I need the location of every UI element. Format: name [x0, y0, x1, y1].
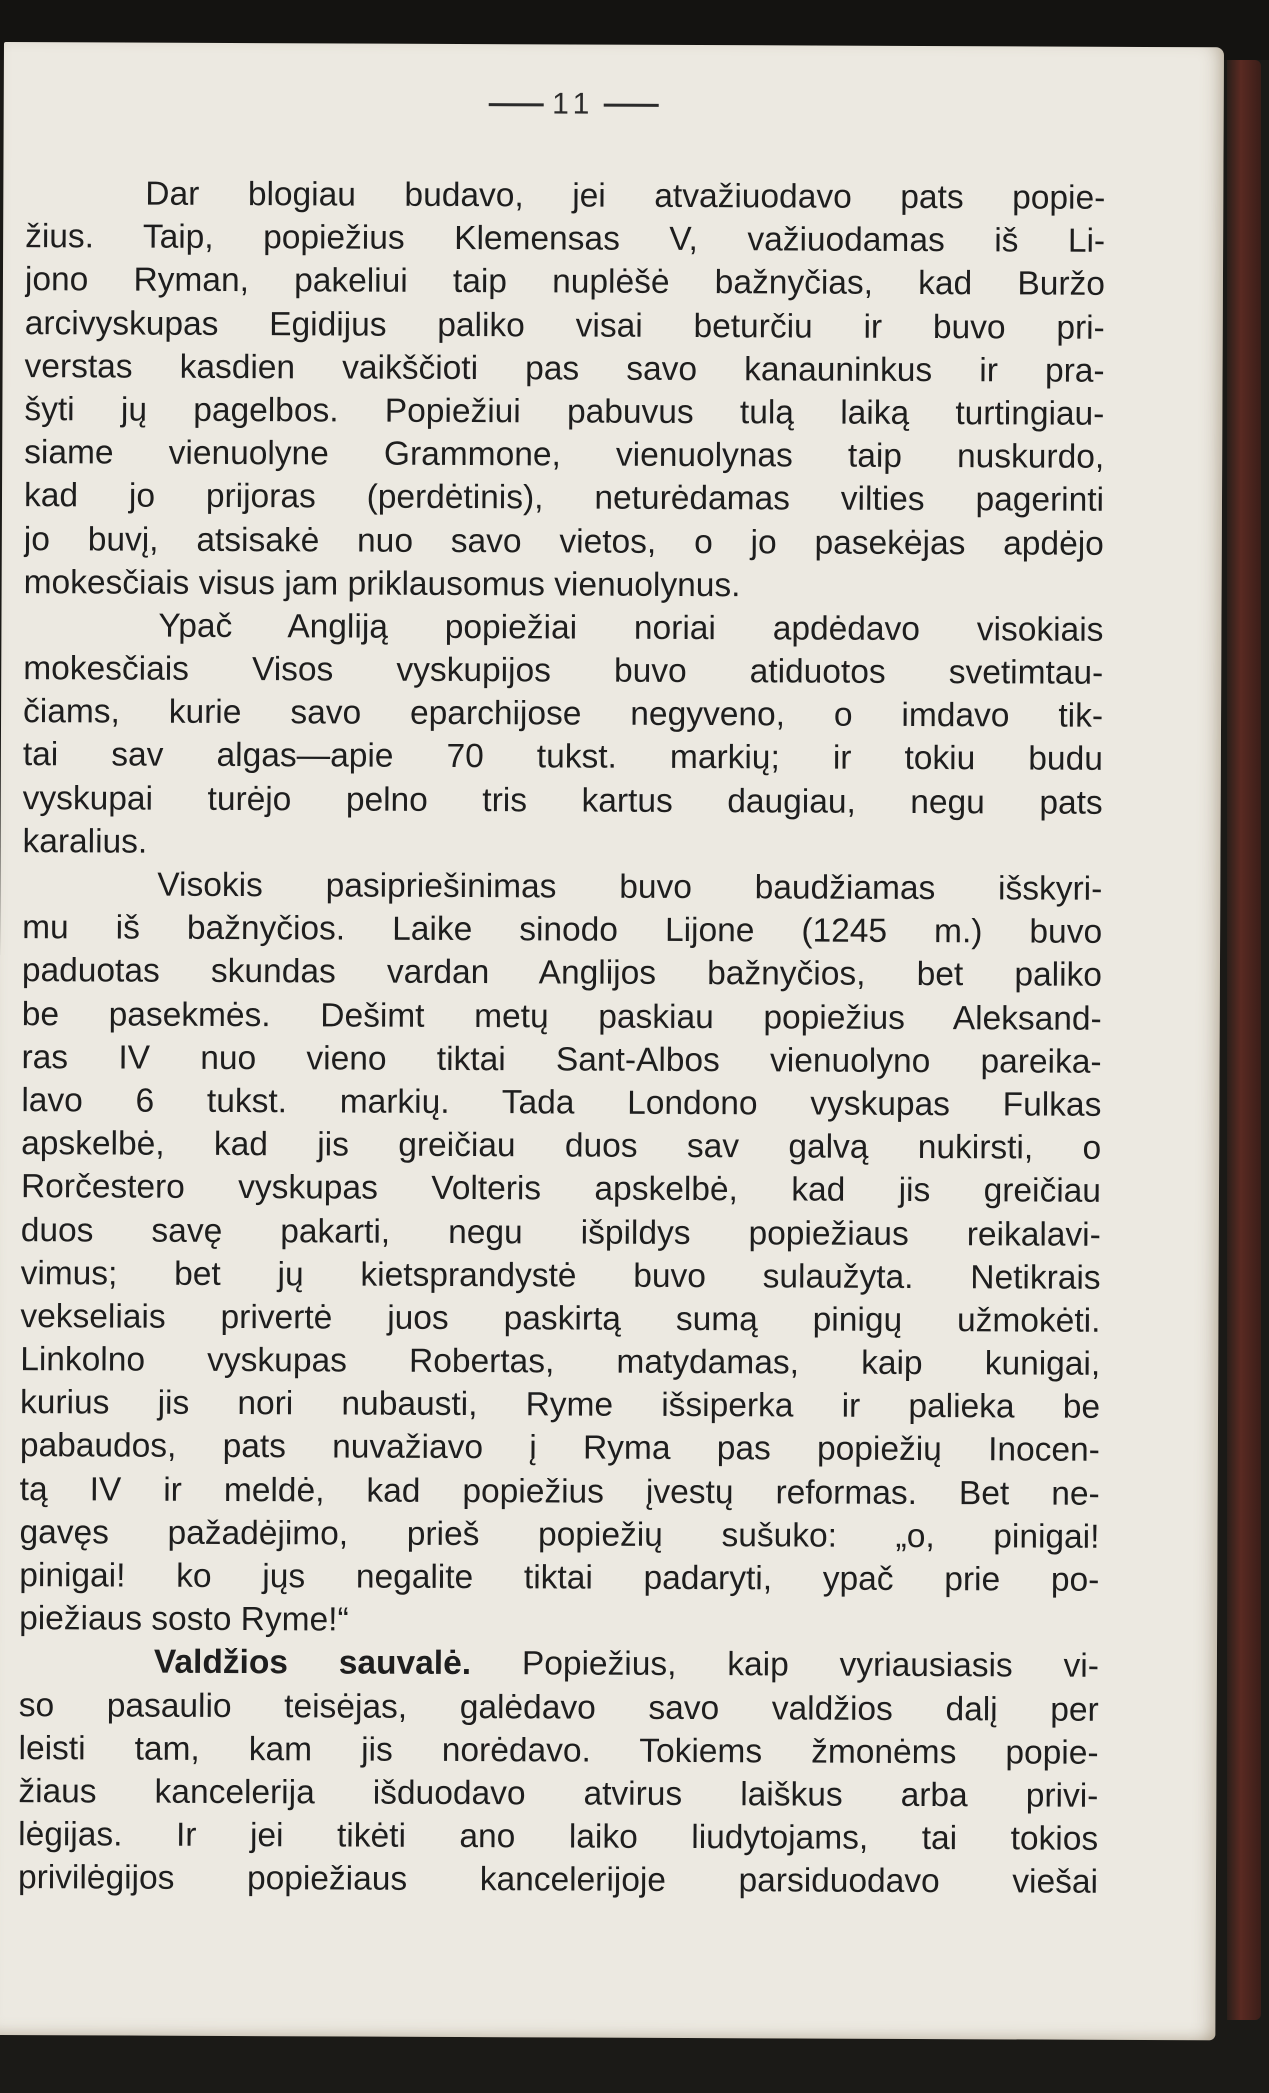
text-line: vimus; bet jų kietsprandystė buvo sulaužyta. Netikrais: [20, 1254, 1101, 1297]
text-line: tai sav algas—apie 70 tukst. markių; ir tokiu budu: [22, 736, 1103, 779]
text-line: so pasaulio teisėjas, galėdavo savo valdžios dalį per: [18, 1686, 1099, 1729]
text-line: pabaudos, pats nuvažiavo į Ryma pas popiežių Inocen-: [19, 1427, 1100, 1470]
text-line: šyti jų pagelbos. Popiežiui pabuvus tulą laiką turtingiau-: [24, 391, 1105, 433]
text-line: Ypač Angliją popiežiai noriai apdėdavo visokiais: [158, 607, 1104, 649]
text-line: siame vienuolyne Grammone, vienuolynas taip nuskurdo,: [24, 434, 1105, 476]
page-text: [18, 172, 1106, 1904]
text-line: jo buvį, atsisakė nuo savo vietos, o jo pasekėjas apdėjo: [23, 520, 1104, 563]
section-heading: Valdžios sauvalė.: [153, 1644, 472, 1683]
page-number: 11: [474, 86, 674, 122]
text-line: Dar blogiau budavo, jei atvažiuodavo pats popie-: [145, 175, 1106, 217]
text-line: pinigai! ko jųs negalite tiktai padaryti, ypač prie po-: [19, 1557, 1100, 1599]
text-line: ras IV nuo vieno tiktai Sant-Albos vienuolyno pareika-: [21, 1038, 1102, 1081]
book-page: [0, 42, 1224, 2040]
text-line: čiams, kurie savo eparchijose negyveno, o imdavo tik-: [22, 693, 1104, 736]
text-line: vyskupai turėjo pelno tris kartus daugiau, negu pats: [22, 779, 1103, 822]
text-line: mu iš bažnyčios. Laike sinodo Lijone (1245 m.) buvo: [22, 909, 1103, 951]
text-line: mokesčiais Visos vyskupijos buvo atiduotos svetimtau-: [23, 650, 1104, 692]
text-line: paduotas skundas vardan Anglijos bažnyčios, bet paliko: [21, 952, 1103, 995]
text-line: lavo 6 tukst. markių. Tada Londono vyskupas Fulkas: [21, 1082, 1102, 1124]
text-line: žius. Taip, popiežius Klemensas V, važiuodamas iš Li-: [25, 218, 1106, 260]
text-line: [19, 1640, 1099, 1688]
text-line: arcivyskupas Egidijus paliko visai beturčiu ir buvo pri-: [24, 304, 1105, 347]
text-line: vekseliais privertė juos paskirtą sumą pinigų užmokėti.: [20, 1297, 1101, 1340]
text-line: apskelbė, kad jis greičiau duos sav galvą nukirsti, o: [21, 1125, 1102, 1167]
text-line: piežiaus sosto Ryme!“: [19, 1600, 349, 1639]
text-line: karalius.: [22, 822, 148, 861]
text-line: privilėgijos popiežiaus kancelerijoje parsiduodavo viešai: [17, 1859, 1099, 1902]
book-spine-edge: [1227, 60, 1261, 2020]
text-line: kurius jis nori nubausti, Ryme išsiperka ir palieka be: [19, 1384, 1101, 1427]
text-line: lėgijas. Ir jei tikėti ano laiko liudytojams, tai tokios: [18, 1816, 1099, 1858]
text-line: duos savę pakarti, negu išpildys popiežiaus reikalavi-: [20, 1211, 1101, 1254]
text-line: kad jo prijoras (perdėtinis), neturėdamas vilties pagerinti: [23, 477, 1105, 520]
text-line: Rorčestero vyskupas Volteris apskelbė, kad jis greičiau: [20, 1168, 1102, 1211]
text-line: Linkolno vyskupas Robertas, matydamas, kaip kunigai,: [20, 1341, 1101, 1383]
text-line: žiaus kancelerija išduodavo atvirus laiškus arba privi-: [18, 1773, 1099, 1815]
text-line: leisti tam, kam jis norėdavo. Tokiems žmonėms popie-: [18, 1729, 1099, 1772]
text-line: verstas kasdien vaikščioti pas savo kanauninkus ir pra-: [24, 347, 1105, 390]
text-line: Visokis pasipriešinimas buvo baudžiamas išskyri-: [157, 866, 1103, 908]
text-line: jono Ryman, pakeliui taip nuplėšė bažnyčias, kad Buržo: [24, 261, 1106, 304]
text-line: tą IV ir meldė, kad popiežius įvestų reformas. Bet ne-: [19, 1470, 1100, 1513]
text-line: gavęs pažadėjimo, prieš popiežių sušuko: „o, pinigai!: [19, 1513, 1100, 1556]
text-line: mokesčiais visus jam priklausomus vienuolynus.: [23, 563, 741, 604]
text-line-rest: Popiežius, kaip vyriausiasis vi-: [521, 1645, 1100, 1686]
text-line: be pasekmės. Dešimt metų paskiau popiežius Aleksand-: [21, 995, 1102, 1038]
